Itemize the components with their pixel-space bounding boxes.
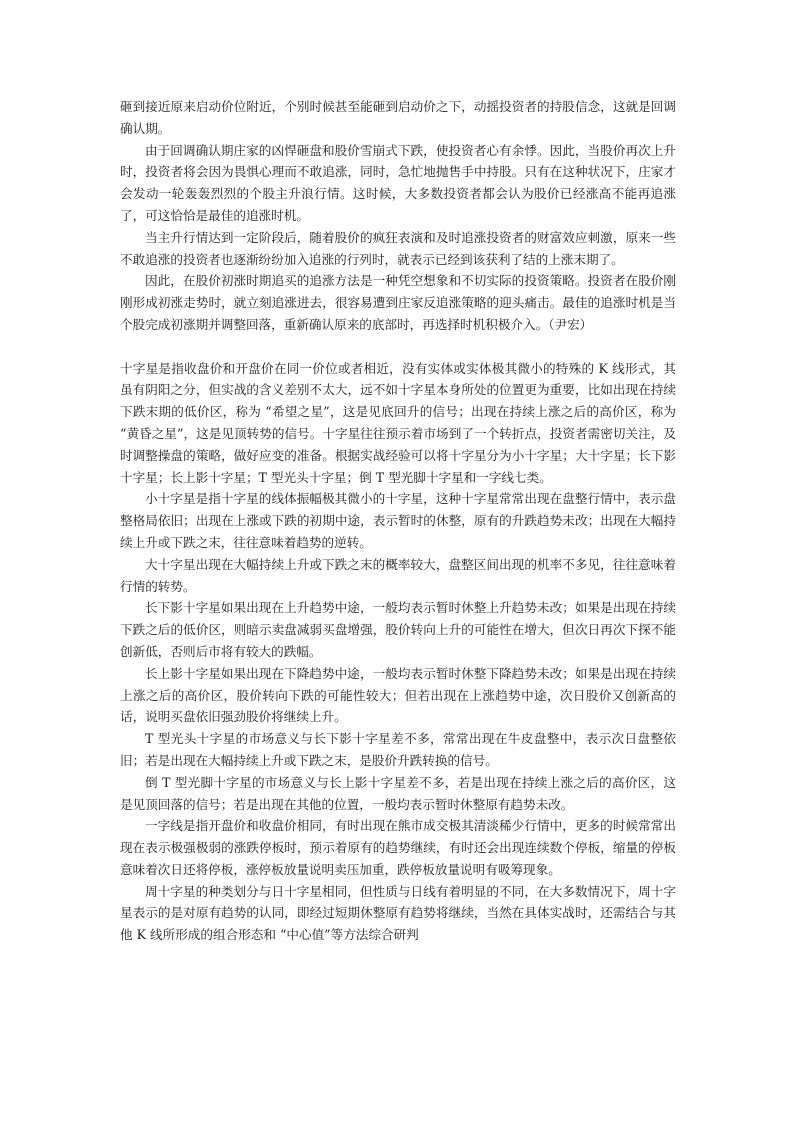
paragraph-inverted-t-doji: 倒 T 型光脚十字星的市场意义与长上影十字星差不多，若是出现在持续上涨之后的高价区，这是见顶回落的信号；若是出现在其他的位置，一般均表示暂时休整原有趋势未改。 (120, 774, 676, 812)
paragraph-t-doji: T 型光头十字星的市场意义与长下影十字星差不多，常常出现在牛皮盘整中，表示次日盘整依旧；若是出现在大幅持续上升或下跌之末，是股价升跌转换的信号。 (120, 731, 676, 768)
paragraph-main-wave: 由于回调确认期庄家的凶悍砸盘和股价雪崩式下跌，使投资者心有余悸。因此，当股价再次上升时，投资者将会因为畏惧心理而不敢追涨，同时，急忙地抛售手中持股。只有在这种状况下，庄家才会发动一轮轰轰烈烈的个股主升浪行情。这时候，大多数投资者都会认为股价已经涨高不能再追涨了，可这恰恰是最佳的追涨时机。 (120, 142, 676, 223)
paragraph-weekly-doji: 周十字星的种类划分与日十字星相同，但性质与日线有着明显的不同，在大多数情况下，周十字星表示的是对原有趋势的认同，即经过短期休整原有趋势将继续，当然在具体实战时，还需结合与其他 K 线所形成的组合形态和 “中心值”等方法综合研判 (120, 883, 676, 943)
paragraph-large-doji: 大十字星出现在大幅持续上升或下跌之末的概率较大，盘整区间出现的机率不多见，往往意味着行情的转势。 (120, 556, 676, 594)
paragraph-small-doji: 小十字星是指十字星的线体振幅极其微小的十字星，这种十字星常常出现在盘整行情中，表示盘整格局依旧；出现在上涨或下跌的初期中途，表示暂时的休整，原有的升跌趋势未改；出现在大幅持续上升或下跌之末，往往意味着趋势的逆转。 (120, 491, 676, 550)
paragraph-long-lower-shadow: 长下影十字星如果出现在上升趋势中途，一般均表示暂时休整上升趋势未改；如果是出现在持续下跌之后的低价区，则暗示卖盘减弱买盘增强，股价转向上升的可能性在增大，但次日再次下探不能创新低，否则后市将有较大的跌幅。 (120, 600, 676, 659)
paragraph-long-upper-shadow: 长上影十字星如果出现在下降趋势中途，一般均表示暂时休整下降趋势未改；如果是出现在持续上涨之后的高价区，股价转向下跌的可能性较大；但若出现在上涨趋势中途，次日股价又创新高的话，说明买盘依旧强劲股价将继续上升。 (120, 665, 676, 725)
paragraph-rise-end: 当主升行情达到一定阶段后，随着股价的疯狂表演和及时追涨投资者的财富效应刺激，原来一些不敢追涨的投资者也逐渐纷纷加入追涨的行列时，就表示已经到该获利了结的上涨末期了。 (120, 229, 676, 267)
paragraph-doji-intro: 十字星是指收盘价和开盘价在同一价位或者相近，没有实体或实体极其微小的特殊的 K 线形式，其虽有阴阳之分，但实战的含义差别不太大，远不如十字星本身所处的位置更为重要，比如出现在持续下跌末期的低价区，称为 “希望之星”，这是见底回升的信号；出现在持续上涨之后的高价区，称为 “黄昏之星”，这是见顶转势的信号。十字星往往预示着市场到了一个转折点，投资者需密切关注，及时调整操盘的策略，做好应变的准备。根据实战经验可以将十字星分为小十字星；大十字星；长下影十字星；长上影十字星；T 型光头十字星；倒 T 型光脚十字星和一字线七类。 (120, 360, 676, 485)
section-gap (120, 336, 676, 358)
paragraph-conclusion: 因此，在股价初涨时期追买的追涨方法是一种凭空想象和不切实际的投资策略。投资者在股价刚刚形成初涨走势时，就立刻追涨进去，很容易遭到庄家反追涨策略的迎头痛击。最佳的追涨时机是当个股完成初涨期并调整回落，重新确认原来的底部时，再选择时机积极介入。（尹宏） (120, 273, 676, 332)
document-page (120, 96, 676, 946)
paragraph-one-line: 一字线是指开盘价和收盘价相同，有时出现在熊市成交极其清淡稀少行情中，更多的时候常常出现在表示极强极弱的涨跌停板时，预示着原有的趋势继续，有时还会出现连续数个停板，缩量的停板意味着次日还将停板，涨停板放量说明卖压加重，跌停板放量说明有吸筹现象。 (120, 818, 676, 877)
paragraph-pullback-confirm: 砸到接近原来启动价位附近，个别时候甚至能砸到启动价之下，动摇投资者的持股信念，这就是回调确认期。 (120, 99, 676, 136)
